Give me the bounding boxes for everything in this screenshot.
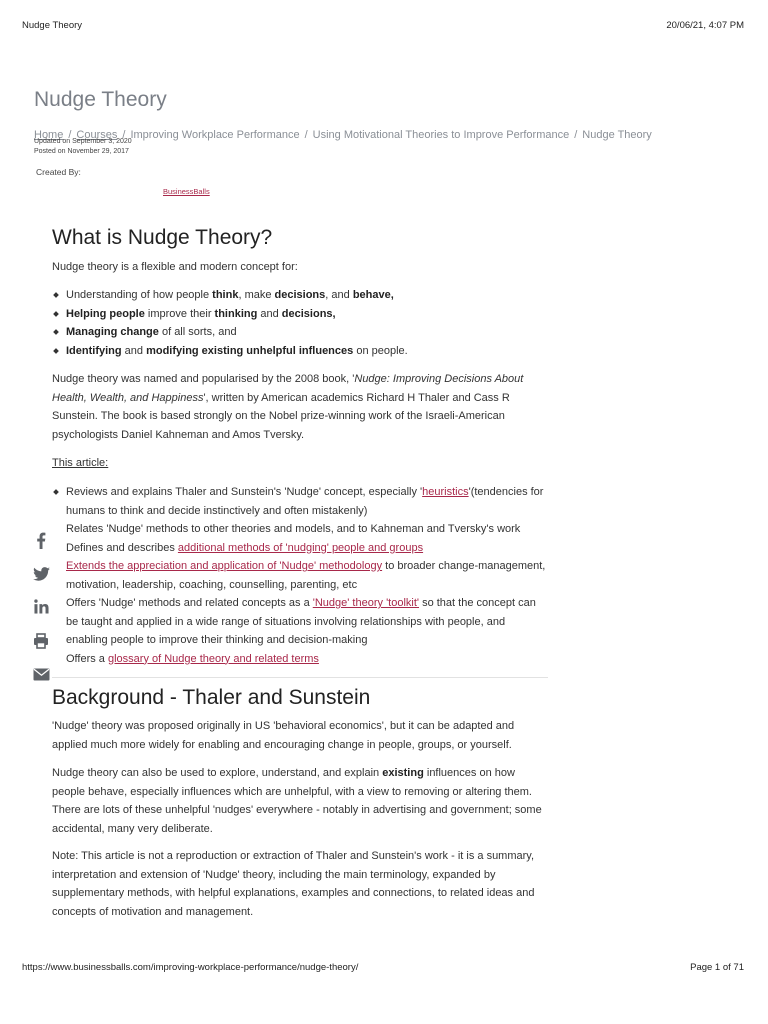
- background-paragraph-2: Nudge theory can also be used to explore, understand, and explain existing influences on how people behave, especially influences which are unhelpful, with a view to removing or altering them. There are lots of these unhelpful 'nudges' everywhere - notably in advertising and government; some accidental, many very deliberate.: [52, 767, 542, 835]
- heuristics-link[interactable]: heuristics: [422, 486, 469, 498]
- list-item: Offers 'Nudge' methods and related concepts as a 'Nudge' theory 'toolkit' so that the concept can be taught and applied in a wide range of situations involving relationships with people, and enabling people to improve their thinking and decision-making: [66, 597, 536, 646]
- additional-methods-link[interactable]: additional methods of 'nudging' people and groups: [177, 541, 424, 554]
- author-link[interactable]: BusinessBalls: [163, 187, 210, 196]
- breadcrumb-improving-workplace[interactable]: Improving Workplace Performance: [130, 129, 300, 141]
- email-icon: [33, 668, 50, 681]
- background-paragraph-1: 'Nudge' theory was proposed originally in US 'behavioral economics', but it can be adapted and applied much more widely for enabling and encouraging change in people, groups, or yourself.: [52, 720, 515, 751]
- print-header-datetime: 20/06/21, 4:07 PM: [666, 20, 744, 31]
- breadcrumb-courses[interactable]: Courses: [76, 129, 118, 141]
- list-item: Managing change of all sorts, and: [52, 323, 546, 342]
- linkedin-icon: [34, 599, 49, 614]
- breadcrumb-current: Nudge Theory: [582, 129, 652, 141]
- toolkit-link[interactable]: 'Nudge' theory 'toolkit': [312, 597, 420, 609]
- breadcrumb-separator: /: [304, 129, 308, 141]
- breadcrumb-separator: /: [122, 129, 126, 141]
- twitter-icon: [33, 567, 50, 581]
- list-item: Extends the appreciation and application of 'Nudge' methodology to broader change-management, motivation, leadership, coaching, counselling, parenting, etc: [66, 560, 546, 591]
- list-item: Relates 'Nudge' methods to other theories and models, and to Kahneman and Tversky's work: [66, 523, 521, 535]
- intro-text: Nudge theory is a flexible and modern concept for:: [52, 261, 298, 273]
- facebook-icon: [36, 532, 46, 549]
- print-footer-page: Page 1 of 71: [690, 962, 744, 973]
- list-item: Offers a glossary of Nudge theory and related terms: [66, 652, 319, 665]
- print-icon: [33, 633, 49, 649]
- book-title: Nudge: Improving Decisions About Health, Wealth, and Happiness: [52, 373, 524, 404]
- facebook-share-button[interactable]: [30, 531, 52, 549]
- breadcrumb-separator: /: [68, 129, 72, 141]
- breadcrumb-motivational-theories[interactable]: Using Motivational Theories to Improve Performance: [312, 129, 570, 141]
- background-paragraph-3: Note: This article is not a reproduction or extraction of Thaler and Sunstein's work - it is a summary, interpretation and extension of 'Nudge' theory, including the main terminology, expanded by supplementary methods, with helpful explanations, examples and connections, to related ideas and concepts of motivation and management.: [52, 850, 535, 918]
- section-heading-background: Background - Thaler and Sunstein: [52, 686, 371, 709]
- linkedin-share-button[interactable]: [30, 597, 52, 615]
- book-paragraph: Nudge theory was named and popularised by the 2008 book, 'Nudge: Improving Decisions About Health, Wealth, and Happiness', written by American academics Richard H Thaler and Cass R Sunstein. The book is based strongly on the Nobel prize-winning work of the Israeli-American psychologists Daniel Kahneman and Amos Tversky.: [52, 373, 524, 441]
- section-divider: [52, 677, 548, 678]
- article-list: [52, 483, 546, 668]
- print-header-title: Nudge Theory: [22, 20, 83, 31]
- print-button[interactable]: [30, 632, 52, 650]
- breadcrumb-home[interactable]: Home: [34, 129, 64, 141]
- list-item: Identifying and modifying existing unhelpful influences on people.: [52, 342, 546, 361]
- list-item: Defines and describes additional methods of 'nudging' people and groups: [66, 541, 424, 554]
- updated-date: Updated on September 3, 2020: [34, 138, 132, 145]
- concept-list: [52, 286, 546, 360]
- list-item: Helping people improve their thinking and decisions,: [52, 305, 546, 324]
- breadcrumb-separator: /: [574, 129, 578, 141]
- list-item: Understanding of how people think, make decisions, and behave,: [52, 286, 546, 305]
- print-footer-url: https://www.businessballs.com/improving-workplace-performance/nudge-theory/: [22, 962, 359, 973]
- section-heading-what-is-nudge: What is Nudge Theory?: [52, 226, 273, 249]
- email-share-button[interactable]: [30, 665, 52, 683]
- created-by-label: Created By:: [36, 167, 81, 177]
- posted-date: Posted on November 29, 2017: [34, 148, 129, 155]
- this-article-label: This article:: [52, 457, 109, 469]
- twitter-share-button[interactable]: [30, 565, 52, 583]
- glossary-link[interactable]: glossary of Nudge theory and related terms: [107, 652, 319, 665]
- extends-appreciation-link[interactable]: Extends the appreciation and application of 'Nudge' methodology: [66, 560, 383, 572]
- page-title: Nudge Theory: [34, 88, 167, 111]
- list-item: Reviews and explains Thaler and Sunstein's 'Nudge' concept, especially 'heuristics'(tendencies for humans to think and decide instinctively and often mistakenly): [52, 483, 546, 520]
